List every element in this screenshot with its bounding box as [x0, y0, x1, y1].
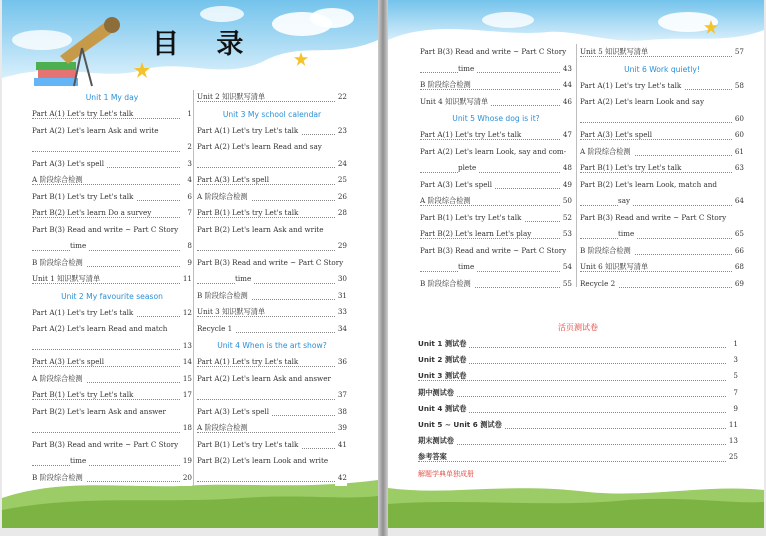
- toc-entry-label: Part B(3) Read and write ~ Part C Story: [580, 210, 726, 227]
- toc-entry[interactable]: [197, 89, 347, 106]
- unit-heading[interactable]: Unit 5 Whose dog is it?: [452, 114, 540, 123]
- toc-entry[interactable]: [197, 321, 347, 338]
- page-number: 4: [184, 172, 192, 189]
- leader-dots: [32, 349, 180, 350]
- page-number: 57: [732, 44, 744, 61]
- page-number: 31: [335, 288, 347, 305]
- test-entry-label: Unit 4 测试卷: [418, 404, 469, 413]
- toc-entry-label: A 阶段综合检测: [197, 192, 251, 201]
- toc-entry-label: Part B(2) Let's learn Do a survey: [32, 208, 154, 217]
- page-number: 63: [732, 160, 744, 177]
- page-number: 55: [560, 276, 572, 293]
- page-number: 7: [730, 385, 738, 401]
- page-number: 6: [184, 189, 192, 206]
- toc-entry-label: A 阶段综合检测: [32, 374, 86, 383]
- toc-entry[interactable]: [420, 210, 572, 227]
- toc-entry-label-continued: plete: [458, 160, 479, 177]
- toc-entry-label: Part B(3) Read and write ~ Part C Story: [420, 44, 566, 61]
- toc-entry[interactable]: [32, 189, 192, 206]
- leader-dots: [197, 283, 335, 284]
- test-entry[interactable]: [418, 449, 738, 465]
- toc-entry-label-continued: time: [235, 271, 254, 288]
- page-number: 14: [180, 354, 192, 371]
- toc-entry-label: B 阶段综合检测: [32, 258, 86, 267]
- toc-entry-label: A 阶段综合检测: [197, 423, 251, 432]
- toc-entry[interactable]: [197, 354, 347, 371]
- toc-entry-label-continued: time: [70, 453, 89, 470]
- toc-entry[interactable]: [580, 276, 744, 293]
- toc-entry-label-continued: time: [458, 61, 477, 78]
- unit-heading[interactable]: Unit 3 My school calendar: [222, 109, 322, 119]
- page-number: 1: [730, 336, 738, 352]
- toc-entry[interactable]: [420, 276, 572, 293]
- toc-entry-label: B 阶段综合检测: [420, 80, 474, 89]
- left-page: [2, 0, 378, 528]
- leader-dots: [418, 461, 726, 462]
- toc-entry-label: Unit 2 知识默写清单: [197, 92, 268, 101]
- page-number: 11: [180, 271, 192, 288]
- toc-entry[interactable]: [197, 255, 347, 288]
- toc-entry-label: A 阶段综合检测: [420, 196, 474, 205]
- leader-dots: [420, 172, 560, 173]
- leader-dots: [32, 250, 180, 251]
- page-number: 34: [335, 321, 347, 338]
- toc-entry-label: Part A(1) Let's try Let's talk: [197, 126, 301, 135]
- toc-entry[interactable]: [420, 77, 572, 94]
- toc-entry[interactable]: [420, 127, 572, 144]
- page-number: 58: [732, 78, 744, 95]
- page-number: 38: [335, 404, 347, 421]
- page-number: 28: [335, 205, 347, 222]
- page-number: 1: [184, 106, 192, 123]
- toc-entry-label: Unit 4 知识默写清单: [420, 97, 491, 106]
- toc-entry-label: Part A(3) Let's spell: [32, 159, 107, 168]
- page-number: 54: [560, 259, 572, 276]
- page-number: 29: [335, 238, 347, 255]
- page-number: 17: [180, 387, 192, 404]
- toc-entry-label: Part A(3) Let's spell: [420, 180, 495, 189]
- leader-dots: [580, 122, 732, 123]
- page-number: 66: [732, 243, 744, 260]
- toc-entry-label: Part B(2) Let's learn Let's play: [420, 229, 534, 238]
- toc-entry[interactable]: [32, 271, 192, 288]
- page-number: 49: [560, 177, 572, 194]
- toc-entry-label: Part B(3) Read and write ~ Part C Story: [32, 437, 178, 454]
- toc-entry-label: Part B(3) Read and write ~ Part C Story: [197, 255, 343, 272]
- test-entry-label: 期中测试卷: [418, 388, 457, 397]
- toc-entry-label: B 阶段综合检测: [420, 279, 474, 288]
- page-number: 64: [732, 193, 744, 210]
- test-entry[interactable]: [418, 433, 738, 449]
- toc-entry[interactable]: [580, 177, 744, 210]
- toc-entry-label: Part A(3) Let's spell: [197, 407, 272, 416]
- unit-heading[interactable]: Unit 1 My day: [85, 93, 139, 102]
- page-number: 12: [180, 305, 192, 322]
- page-number: 15: [180, 371, 192, 388]
- toc-entry[interactable]: [197, 139, 347, 172]
- test-entry-label: Unit 2 测试卷: [418, 355, 469, 364]
- toc-entry[interactable]: [580, 127, 744, 144]
- page-number: 47: [560, 127, 572, 144]
- toc-entry[interactable]: [32, 321, 192, 354]
- page-number: 65: [732, 226, 744, 243]
- toc-entry-label: Part B(1) Let's try Let's talk: [32, 390, 136, 399]
- page-number: 48: [560, 160, 572, 177]
- page-number: 50: [560, 193, 572, 210]
- toc-entry-label: Unit 1 知识默写清单: [32, 274, 103, 283]
- page-number: 41: [335, 437, 347, 454]
- toc-entry-label: Recycle 2: [580, 279, 618, 288]
- unit-heading[interactable]: Unit 4 When is the art show?: [217, 341, 327, 350]
- toc-entry-label: Unit 5 知识默写清单: [580, 47, 651, 56]
- page-number: 25: [335, 172, 347, 189]
- toc-entry[interactable]: [197, 288, 347, 305]
- test-entry[interactable]: [418, 352, 738, 368]
- leader-dots: [580, 238, 732, 239]
- page-number: 61: [732, 144, 744, 161]
- toc-entry-label: Part B(1) Let's try Let's talk: [32, 192, 136, 201]
- toc-column-2: [197, 89, 347, 486]
- toc-entry[interactable]: [420, 243, 572, 276]
- page-number: 42: [335, 470, 347, 487]
- toc-entry[interactable]: [32, 172, 192, 189]
- leader-dots: [420, 271, 560, 272]
- test-entry-label: Unit 5 ~ Unit 6 测试卷: [418, 420, 505, 429]
- toc-entry-label: Part B(3) Read and write ~ Part C Story: [420, 243, 566, 260]
- toc-entry[interactable]: [32, 156, 192, 173]
- toc-entry[interactable]: [420, 44, 572, 77]
- toc-entry[interactable]: [580, 94, 744, 127]
- toc-entry-label: B 阶段综合检测: [580, 246, 634, 255]
- toc-entry-label: B 阶段综合检测: [32, 473, 86, 482]
- leader-dots: [418, 444, 726, 445]
- toc-entry[interactable]: [32, 123, 192, 156]
- toc-entry[interactable]: [580, 144, 744, 161]
- toc-entry-label: Part A(2) Let's learn Look, say and com-: [420, 144, 566, 161]
- page-number: 20: [180, 470, 192, 487]
- toc-column-4: [580, 44, 744, 292]
- toc-entry-label: Part A(2) Let's learn Ask and write: [32, 123, 158, 140]
- test-entry[interactable]: [418, 417, 738, 433]
- page-number: 26: [335, 189, 347, 206]
- toc-entry-label: A 阶段综合检测: [580, 147, 634, 156]
- leader-dots: [197, 250, 335, 251]
- toc-entry[interactable]: [197, 404, 347, 421]
- toc-entry[interactable]: [420, 94, 572, 111]
- toc-entry[interactable]: [32, 371, 192, 388]
- page-number: 53: [560, 226, 572, 243]
- right-page: [388, 0, 764, 528]
- toc-column-1: [32, 89, 192, 486]
- star-icon: [134, 62, 150, 78]
- toc-entry-label-continued: time: [458, 259, 477, 276]
- toc-entry-label: Part B(1) Let's try Let's talk: [197, 440, 301, 449]
- test-entry[interactable]: [418, 336, 738, 352]
- toc-entry[interactable]: [32, 387, 192, 404]
- toc-entry-label: Part B(1) Let's try Let's talk: [420, 213, 524, 222]
- toc-entry[interactable]: [580, 160, 744, 177]
- leader-dots: [32, 465, 180, 466]
- toc-entry-label: Part A(1) Let's try Let's talk: [197, 357, 301, 366]
- toc-entry[interactable]: [32, 255, 192, 272]
- toc-entry[interactable]: [580, 44, 744, 61]
- toc-entry-label: Part A(1) Let's try Let's talk: [32, 109, 136, 118]
- toc-entry[interactable]: [32, 404, 192, 437]
- page-number: 25: [726, 449, 738, 465]
- test-entry-label: Unit 1 测试卷: [418, 339, 469, 348]
- leader-dots: [197, 167, 335, 168]
- toc-entry-label-continued: say: [618, 193, 633, 210]
- toc-entry-label: Recycle 1: [197, 324, 235, 333]
- toc-entry[interactable]: [580, 78, 744, 95]
- leader-dots: [420, 72, 560, 73]
- page-number: 8: [184, 238, 192, 255]
- leader-dots: [197, 399, 335, 400]
- toc-entry-label-continued: time: [618, 226, 637, 243]
- test-entry-label: 期末测试卷: [418, 436, 457, 445]
- toc-entry-label: Part A(2) Let's learn Read and match: [32, 321, 167, 338]
- test-entry-label: Unit 3 测试卷: [418, 371, 469, 380]
- page-number: 24: [335, 156, 347, 173]
- page-number: 22: [335, 89, 347, 106]
- toc-entry-label: Part B(2) Let's learn Look, match and: [580, 177, 717, 194]
- test-section-heading: 活页测试卷: [558, 323, 598, 332]
- grass-footer: [388, 468, 764, 528]
- page-number: 44: [560, 77, 572, 94]
- page-number: 2: [184, 139, 192, 156]
- toc-entry-label-continued: time: [70, 238, 89, 255]
- toc-entry-label: Part A(1) Let's try Let's talk: [420, 130, 524, 139]
- page-number: 9: [184, 255, 192, 272]
- toc-entry[interactable]: [197, 304, 347, 321]
- toc-entry[interactable]: [197, 420, 347, 437]
- toc-entry[interactable]: [420, 177, 572, 194]
- leader-dots: [32, 151, 180, 152]
- toc-entry[interactable]: [197, 371, 347, 404]
- toc-entry-label: Part A(2) Let's learn Look and say: [580, 94, 704, 111]
- book-spine: [378, 0, 388, 536]
- page-number: 52: [560, 210, 572, 227]
- toc-entry[interactable]: [197, 222, 347, 255]
- toc-entry-label: Part B(3) Read and write ~ Part C Story: [32, 222, 178, 239]
- toc-entry[interactable]: [197, 172, 347, 189]
- toc-entry-label: Part A(3) Let's spell: [580, 130, 655, 139]
- page-number: 5: [730, 368, 738, 384]
- test-entry[interactable]: [418, 368, 738, 384]
- page-number: 30: [335, 271, 347, 288]
- toc-entry-label: Part A(1) Let's try Let's talk: [580, 81, 684, 90]
- page-number: 36: [335, 354, 347, 371]
- leader-dots: [580, 205, 732, 206]
- test-paper-section: [418, 320, 738, 482]
- toc-entry-label: A 阶段综合检测: [32, 175, 86, 184]
- toc-entry-label: Unit 3 知识默写清单: [197, 307, 268, 316]
- telescope-icon: [30, 14, 125, 89]
- page-number: 7: [184, 205, 192, 222]
- toc-entry[interactable]: [32, 106, 192, 123]
- toc-entry[interactable]: [32, 354, 192, 371]
- page-number: 43: [560, 61, 572, 78]
- toc-entry[interactable]: [32, 305, 192, 322]
- toc-entry[interactable]: [580, 210, 744, 243]
- star-icon: [294, 52, 308, 66]
- toc-entry[interactable]: [197, 205, 347, 222]
- toc-entry-label: Part A(3) Let's spell: [32, 357, 107, 366]
- page-number: 18: [180, 420, 192, 437]
- toc-entry[interactable]: [197, 123, 347, 140]
- page-number: 23: [335, 123, 347, 140]
- toc-entry[interactable]: [197, 189, 347, 206]
- page-number: 37: [335, 387, 347, 404]
- toc-entry-label: Unit 6 知识默写清单: [580, 262, 651, 271]
- test-entry[interactable]: [418, 401, 738, 417]
- column-divider: [193, 90, 194, 485]
- toc-entry-label: Part A(1) Let's try Let's talk: [32, 308, 136, 317]
- leader-dots: [418, 396, 726, 397]
- test-entry-label: 参考答案: [418, 452, 450, 461]
- toc-entry-label: B 阶段综合检测: [197, 291, 251, 300]
- unit-heading[interactable]: Unit 6 Work quietly!: [624, 64, 700, 74]
- leader-dots: [32, 432, 180, 433]
- page-number: 60: [732, 127, 744, 144]
- toc-entry-label: Part B(1) Let's try Let's talk: [580, 163, 684, 172]
- page-number: 3: [184, 156, 192, 173]
- toc-entry[interactable]: [420, 226, 572, 243]
- toc-entry[interactable]: [420, 144, 572, 177]
- page-number: 9: [730, 401, 738, 417]
- unit-heading[interactable]: Unit 2 My favourite season: [61, 291, 163, 301]
- page-number: 68: [732, 259, 744, 276]
- toc-entry[interactable]: [32, 437, 192, 470]
- toc-entry-label: Part B(2) Let's learn Ask and write: [197, 222, 324, 239]
- page-number: 33: [335, 304, 347, 321]
- toc-entry-label: Part A(2) Let's learn Read and say: [197, 139, 322, 156]
- toc-entry[interactable]: [420, 193, 572, 210]
- page-number: 39: [335, 420, 347, 437]
- page-number: 60: [732, 111, 744, 128]
- answer-booklet-note: 解题学典单独成册: [418, 469, 474, 478]
- page-number: 13: [180, 338, 192, 355]
- page-number: 19: [180, 453, 192, 470]
- toc-entry[interactable]: [580, 259, 744, 276]
- column-divider: [576, 44, 577, 287]
- page-number: 13: [726, 433, 738, 449]
- test-entry[interactable]: [418, 385, 738, 401]
- page-number: 46: [560, 94, 572, 111]
- page-title: 目 录: [152, 29, 258, 60]
- page-number: 11: [726, 417, 738, 433]
- toc-entry-label: Part B(2) Let's learn Look and write: [197, 453, 328, 470]
- toc-entry-label: Part A(3) Let's spell: [197, 175, 272, 184]
- page-number: 69: [732, 276, 744, 293]
- star-icon: [704, 20, 718, 34]
- page-number: 3: [730, 352, 738, 368]
- toc-entry-label: Part A(2) Let's learn Ask and answer: [197, 371, 331, 388]
- toc-entry[interactable]: [197, 437, 347, 454]
- toc-entry[interactable]: [580, 243, 744, 260]
- toc-entry-label: Part B(2) Let's learn Ask and answer: [32, 404, 166, 421]
- toc-entry[interactable]: [32, 205, 192, 222]
- toc-entry[interactable]: [32, 222, 192, 255]
- toc-column-3: [420, 44, 572, 292]
- toc-entry-label: Part B(1) Let's try Let's talk: [197, 208, 301, 217]
